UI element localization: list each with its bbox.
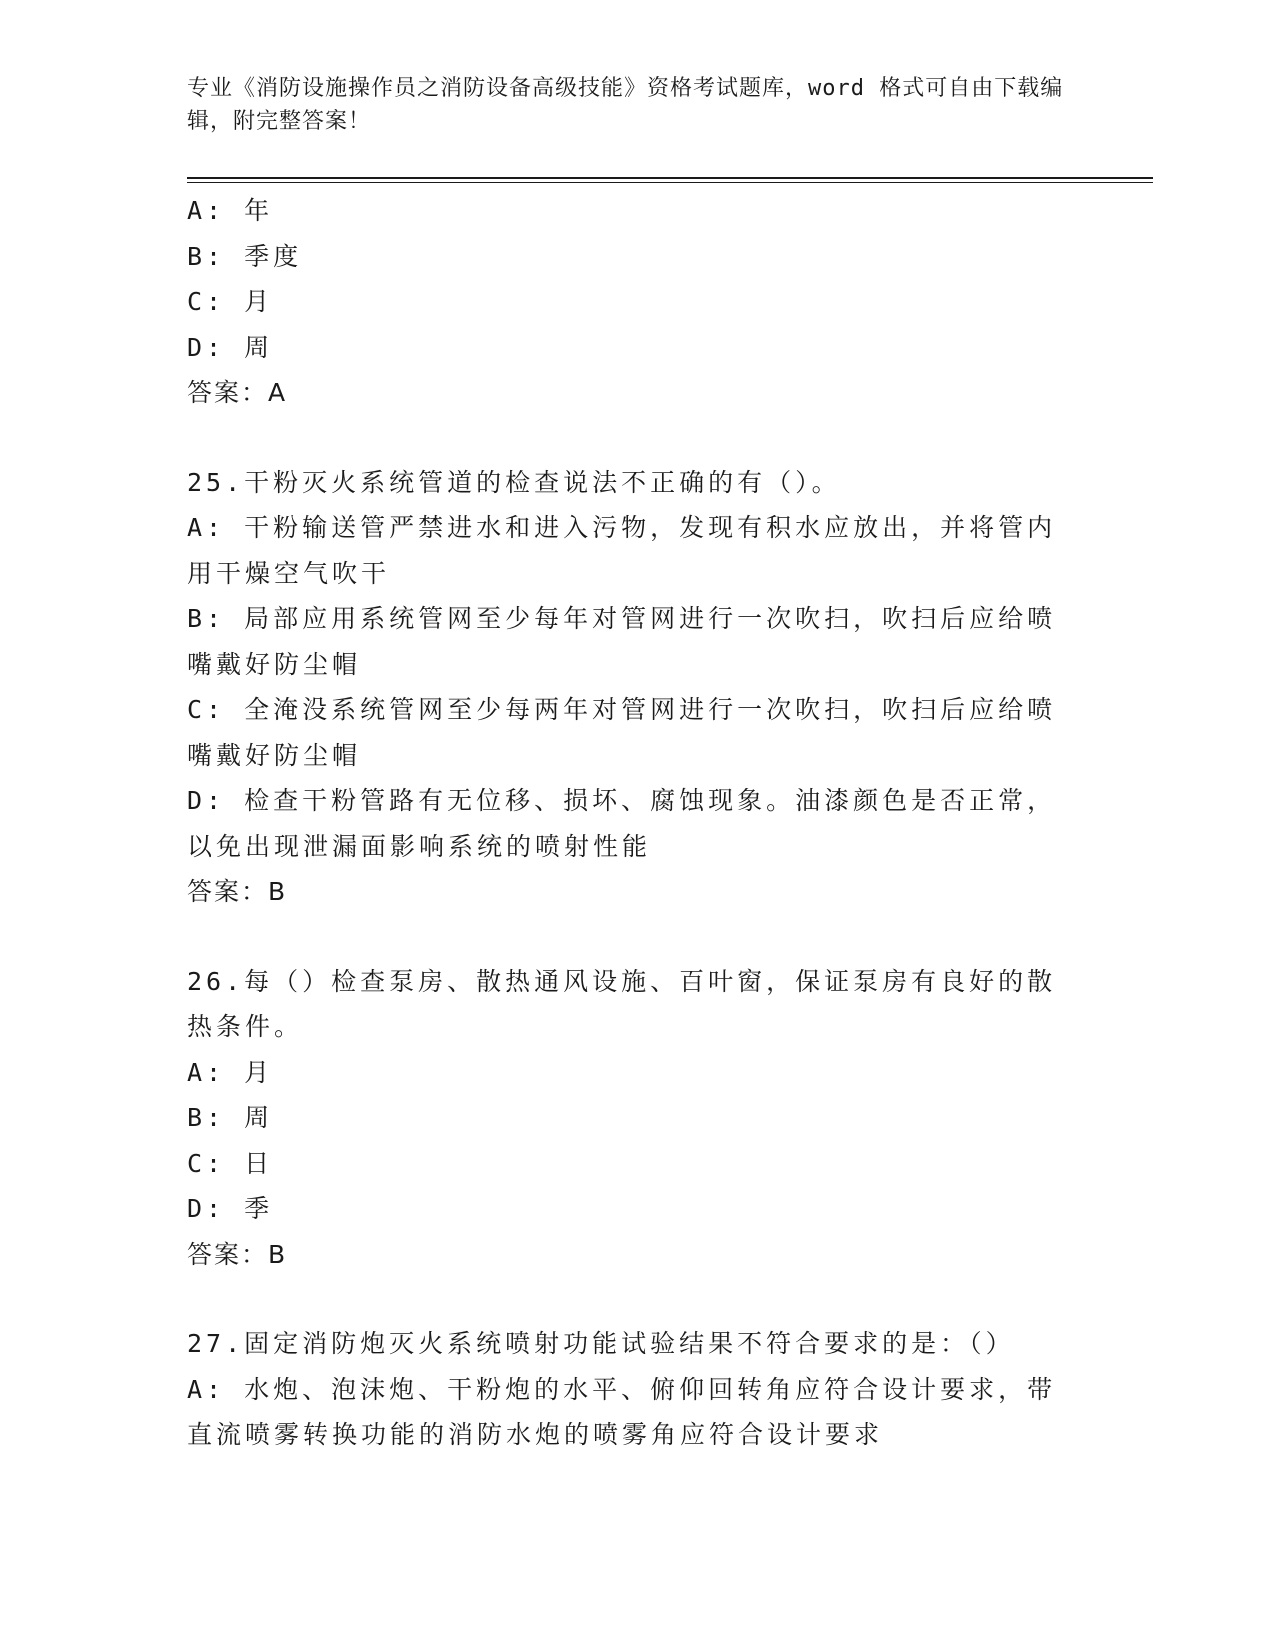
option-line: A: 月 [187,1057,274,1087]
question-stem: 27.固定消防炮灭火系统喷射功能试验结果不符合要求的是：（） [187,1329,1015,1358]
option-line: C: 日 [187,1148,274,1178]
option-line: B: 季度 [187,241,303,271]
header-divider-thin [187,182,1153,183]
option-line: B: 局部应用系统管网至少每年对管网进行一次吹扫，吹扫后应给喷嘴戴好防尘帽 [187,604,1057,679]
question-stem: 25.干粉灭火系统管道的检查说法不正确的有（）。 [187,467,841,497]
question-25 [187,460,1077,915]
question-content [187,188,1077,1458]
option-line: D: 周 [187,332,274,362]
answer-line: 答案：B [187,877,288,906]
question-27 [187,1321,1077,1458]
document-header: 专业《消防设施操作员之消防设备高级技能》资格考试题库，word 格式可自由下载编辑，附完整答案！ [187,76,1064,134]
option-line: C: 全淹没系统管网至少每两年对管网进行一次吹扫，吹扫后应给喷嘴戴好防尘帽 [187,695,1057,770]
answer-line: 答案：B [187,1239,288,1269]
option-line: B: 周 [187,1103,274,1132]
question-stem: 26.每（）检查泵房、散热通风设施、百叶窗，保证泵房有良好的散热条件。 [187,966,1057,1041]
question-24-tail [187,188,1077,416]
option-line: A: 水炮、泡沫炮、干粉炮的水平、俯仰回转角应符合设计要求，带直流喷雾转换功能的消防水炮的喷雾角应符合设计要求 [187,1374,1057,1449]
option-line: D: 季 [187,1194,274,1223]
question-26 [187,959,1077,1278]
answer-line: 答案：A [187,378,288,407]
header-divider-thick [187,177,1153,179]
option-line: C: 月 [187,287,274,316]
option-line: A: 干粉输送管严禁进水和进入污物，发现有积水应放出，并将管内用干燥空气吹干 [187,513,1057,588]
option-line: A: 年 [187,196,274,225]
option-line: D: 检查干粉管路有无位移、损坏、腐蚀现象。油漆颜色是否正常，以免出现泄漏面影响系统的喷射性能 [187,786,1057,861]
